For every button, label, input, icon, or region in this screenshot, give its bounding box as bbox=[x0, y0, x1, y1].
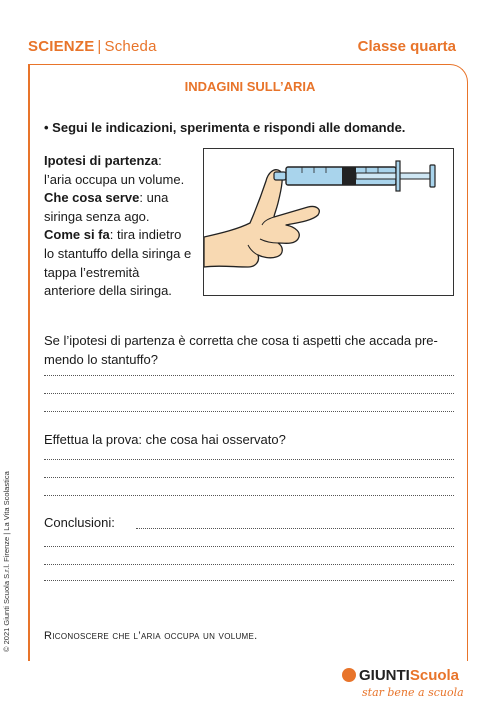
publisher-logo bbox=[342, 667, 459, 684]
subject-label: SCIENZE bbox=[28, 38, 95, 55]
how-text: tira indietro lo stantuffo della siringa e tappa l’estremità anteriore della siringa. bbox=[44, 227, 192, 299]
answer-line[interactable] bbox=[44, 458, 454, 460]
answer-line[interactable] bbox=[44, 392, 454, 394]
giunti-g-logo-icon bbox=[342, 668, 356, 682]
answer-line[interactable] bbox=[44, 563, 454, 565]
needs-text: una siringa senza ago. bbox=[44, 190, 169, 224]
logo-brand: GIUNTI bbox=[359, 667, 410, 684]
syringe-illustration bbox=[274, 161, 435, 191]
experiment-illustration bbox=[203, 148, 454, 296]
answer-line[interactable] bbox=[44, 579, 454, 581]
answer-line[interactable] bbox=[44, 494, 454, 496]
question-observation: Effettua la prova: che cosa hai osservato? bbox=[44, 432, 286, 447]
how-label: Come si fa bbox=[44, 227, 110, 243]
logo-brand-suffix: Scuola bbox=[409, 667, 460, 684]
class-label: Classe quarta bbox=[357, 38, 456, 55]
sheet-type: Scheda bbox=[104, 38, 157, 55]
instruction: • Segui le indicazioni, sperimenta e rispondi alle domande. bbox=[44, 120, 406, 135]
syringe-hand-drawing bbox=[204, 149, 453, 295]
answer-line[interactable] bbox=[136, 527, 454, 529]
worksheet-frame-left-border bbox=[28, 64, 30, 661]
needs-label: Che cosa serve bbox=[44, 190, 140, 206]
learning-goal: Riconoscere che l’aria occupa un volume. bbox=[44, 630, 258, 642]
answer-line[interactable] bbox=[44, 476, 454, 478]
answer-line[interactable] bbox=[44, 545, 454, 547]
answer-line[interactable] bbox=[44, 374, 454, 376]
logo-tagline: star bene a scuola bbox=[362, 686, 464, 699]
hypothesis-text: l’aria occupa un volume. bbox=[44, 171, 185, 187]
conclusions-label: Conclusioni: bbox=[44, 515, 115, 530]
hypothesis-block: Ipotesi di partenza: l’aria occupa un volume. Che cosa serve: una siringa senza ago. Come si fa: tira indietro lo stantuffo della siringa e tappa l’estremità anteriore della siringa. bbox=[44, 153, 192, 299]
header-separator: | bbox=[97, 38, 102, 55]
copyright-note: © 2021 Giunti Scuola S.r.l. Firenze | La Vita Scolastica bbox=[2, 471, 11, 652]
worksheet-title: INDAGINI SULL’ARIA bbox=[184, 79, 316, 94]
question-expectation: Se l’ipotesi di partenza è corretta che cosa ti aspetti che accada pre-mendo lo stantuffo? bbox=[44, 333, 438, 367]
hypothesis-label: Ipotesi di partenza bbox=[44, 153, 159, 168]
answer-line[interactable] bbox=[44, 410, 454, 412]
header-subject bbox=[28, 38, 157, 55]
